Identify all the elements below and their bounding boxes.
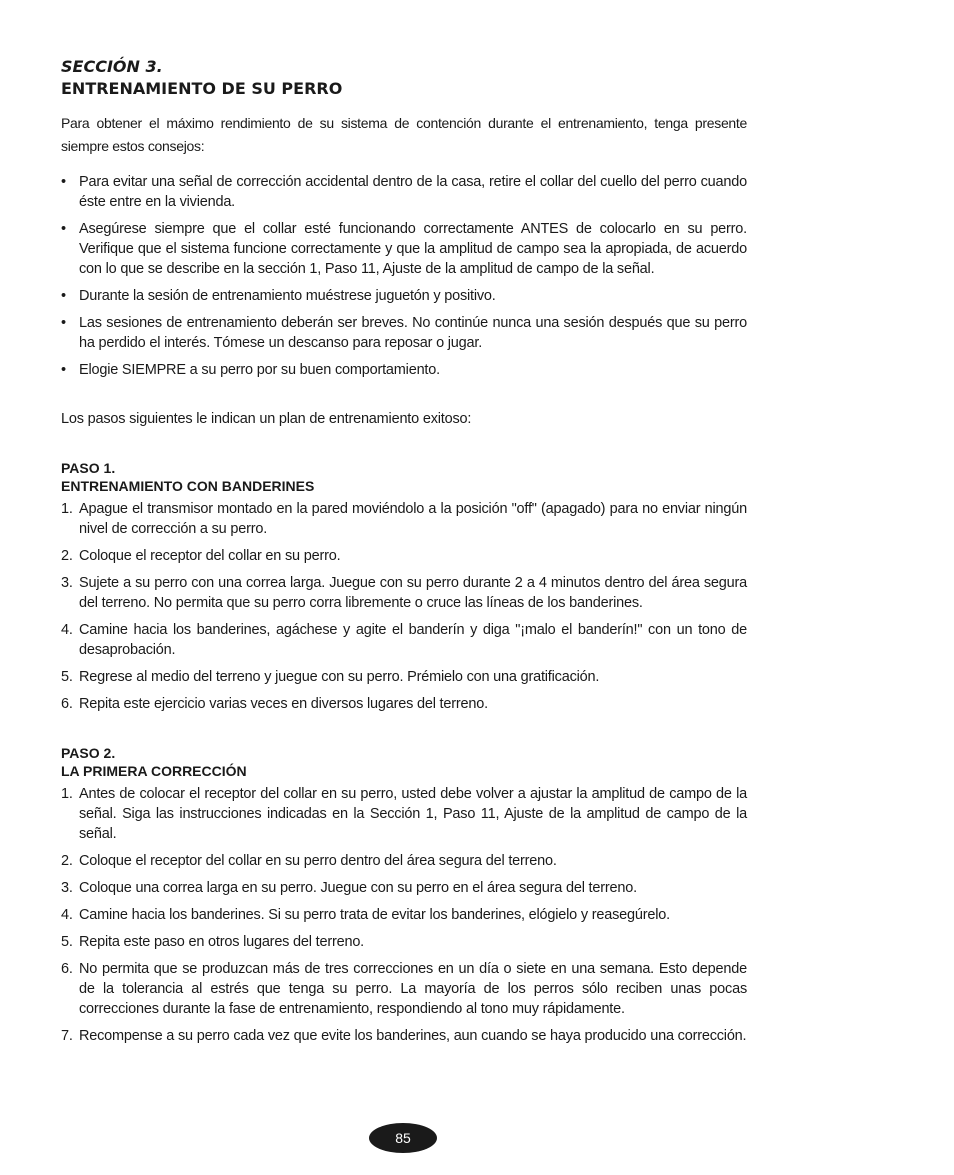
- tips-list: [61, 172, 747, 380]
- step-item: 3. Coloque una correa larga en su perro. Juegue con su perro en el área segura del terreno.: [61, 880, 637, 896]
- tip-item: • Las sesiones de entrenamiento deberán ser breves. No continúe nunca una sesión después que su perro ha perdido el interés. Tómese un descanso para reposar o jugar.: [61, 315, 747, 351]
- paso-2-title: LA PRIMERA CORRECCIÓN: [61, 763, 247, 779]
- manual-page: [61, 56, 747, 1053]
- paso-2-label: PASO 2.: [61, 745, 116, 761]
- tip-item: • Elogie SIEMPRE a su perro por su buen comportamiento.: [61, 362, 440, 378]
- step-item: 3. Sujete a su perro con una correa larga. Juegue con su perro durante 2 a 4 minutos dentro del área segura del terreno. No permita que su perro corra libremente o cruce las líneas de los banderines.: [61, 575, 747, 611]
- tip-item: • Para evitar una señal de corrección accidental dentro de la casa, retire el collar del cuello del perro cuando éste entre en la vivienda.: [61, 174, 747, 210]
- page-number-badge: 85: [369, 1123, 437, 1153]
- step-item: 2. Coloque el receptor del collar en su perro.: [61, 548, 341, 564]
- plan-intro: Los pasos siguientes le indican un plan de entrenamiento exitoso:: [61, 411, 472, 427]
- paso-1-title: ENTRENAMIENTO CON BANDERINES: [61, 478, 315, 494]
- step-item: 6. Repita este ejercicio varias veces en diversos lugares del terreno.: [61, 696, 488, 712]
- step-item: 1. Apague el transmisor montado en la pared moviéndolo a la posición "off" (apagado) para no enviar ningún nivel de corrección a su perro.: [61, 501, 747, 537]
- step-item: 5. Repita este paso en otros lugares del terreno.: [61, 934, 365, 950]
- paso-1-section: [61, 459, 747, 714]
- section-number: SECCIÓN 3.: [61, 57, 163, 76]
- step-item: 7. Recompense a su perro cada vez que evite los banderines, aun cuando se haya producido una corrección.: [61, 1028, 747, 1044]
- step-item: 5. Regrese al medio del terreno y juegue con su perro. Prémielo con una gratificación.: [61, 669, 600, 685]
- paso-1-label: PASO 1.: [61, 460, 116, 476]
- step-item: 4. Camine hacia los banderines. Si su perro trata de evitar los banderines, elógielo y reasegúrelo.: [61, 907, 670, 923]
- step-item: 4. Camine hacia los banderines, agáchese y agite el banderín y diga "¡malo el banderín!" con un tono de desaprobación.: [61, 622, 747, 658]
- paso-2-steps: [61, 784, 747, 1046]
- tip-item: • Asegúrese siempre que el collar esté funcionando correctamente ANTES de colocarlo en su perro. Verifique que el sistema funcione correctamente y que la amplitud de campo sea la apropiada, de acuerdo con lo que se describe en la sección 1, Paso 11, Ajuste de la amplitud de campo de la señal.: [61, 221, 747, 277]
- intro-paragraph: Para obtener el máximo rendimiento de su sistema de contención durante el entrenamiento, tenga presente siempre estos consejos:: [61, 115, 747, 154]
- paso-1-steps: [61, 499, 747, 714]
- step-item: 6. No permita que se produzcan más de tres correcciones en un día o siete en una semana. Esto depende de la tolerancia al estrés que tenga su perro. La mayoría de los perros sólo reciben unas pocas correcciones durante la fase de entrenamiento, respondiendo al tono muy rápidamente.: [61, 961, 747, 1017]
- paso-2-section: [61, 744, 747, 1046]
- step-item: 1. Antes de colocar el receptor del collar en su perro, usted debe volver a ajustar la amplitud de campo de la señal. Siga las instrucciones indicadas en la Sección 1, Paso 11, Ajuste de la amplitud de campo de la señal.: [61, 786, 747, 842]
- step-item: 2. Coloque el receptor del collar en su perro dentro del área segura del terreno.: [61, 853, 557, 869]
- section-title: ENTRENAMIENTO DE SU PERRO: [61, 79, 343, 98]
- tip-item: • Durante la sesión de entrenamiento muéstrese juguetón y positivo.: [61, 288, 496, 304]
